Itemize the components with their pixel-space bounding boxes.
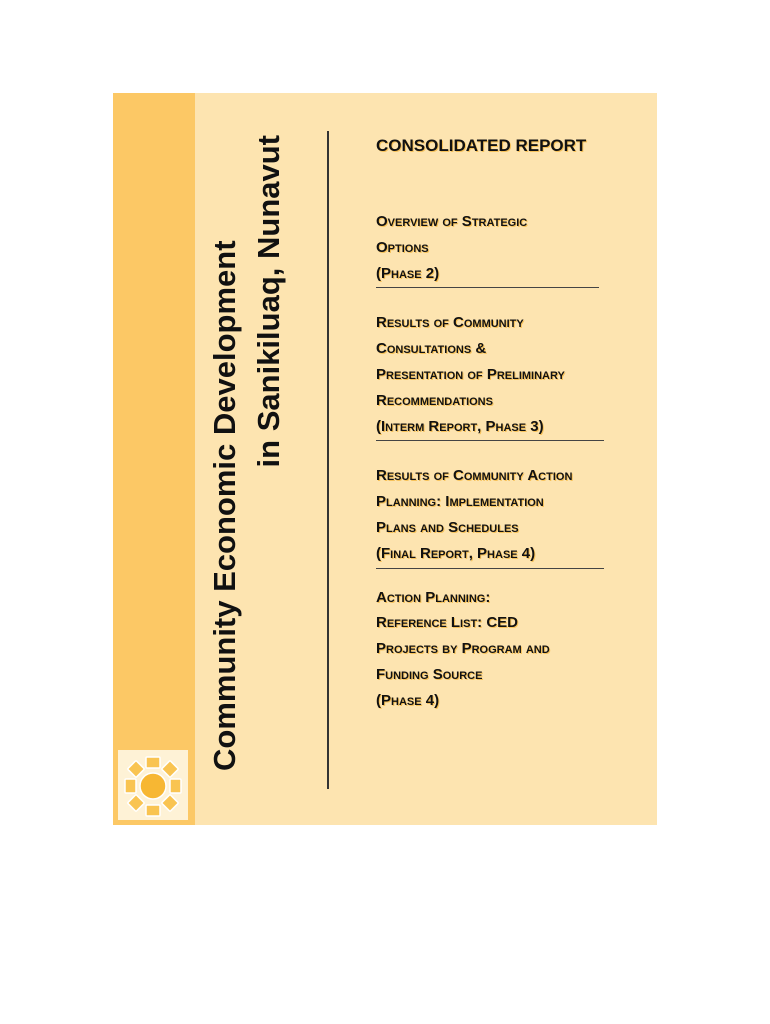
- logo: [118, 750, 188, 820]
- section-line: (Final Report, Phase 4): [376, 544, 536, 562]
- section-line: Recommendations: [376, 391, 493, 409]
- section-action-planning: [376, 463, 646, 566]
- main-title: CONSOLIDATED REPORT: [376, 136, 587, 155]
- section-divider: [376, 440, 604, 441]
- section-line: Action Planning:: [376, 588, 491, 606]
- report-cover: [113, 93, 657, 825]
- report-contents: [376, 133, 646, 714]
- section-line: Presentation of Preliminary: [376, 365, 565, 383]
- section-line: Results of Community: [376, 314, 524, 332]
- section-overview: [376, 209, 646, 286]
- section-divider: [376, 568, 604, 569]
- people-around-table-icon: [118, 750, 188, 820]
- section-line: (Phase 4): [376, 691, 440, 709]
- section-line: Consultations &: [376, 340, 487, 358]
- section-line: Projects by Program and: [376, 640, 550, 658]
- vertical-title-line-1: Community Economic Development: [207, 240, 242, 771]
- section-divider: [376, 287, 599, 288]
- section-line: Planning: Implementation: [376, 493, 544, 511]
- section-line: (Interm Report, Phase 3): [376, 417, 544, 435]
- section-line: (Phase 2): [376, 264, 440, 282]
- section-line: Results of Community Action: [376, 467, 573, 485]
- cover-side-stripe: [113, 93, 195, 825]
- section-line: Options: [376, 238, 429, 256]
- section-reference-list: [376, 585, 646, 714]
- section-line: Reference List: CED: [376, 614, 519, 632]
- vertical-title-line-2: in Sanikiluaq, Nunavut: [251, 135, 286, 468]
- section-line: Overview of Strategic: [376, 213, 528, 230]
- section-consultations: [376, 310, 646, 439]
- section-line: Plans and Schedules: [376, 518, 519, 536]
- vertical-title: [201, 133, 305, 771]
- vertical-divider: [327, 131, 329, 789]
- section-line: Funding Source: [376, 665, 483, 683]
